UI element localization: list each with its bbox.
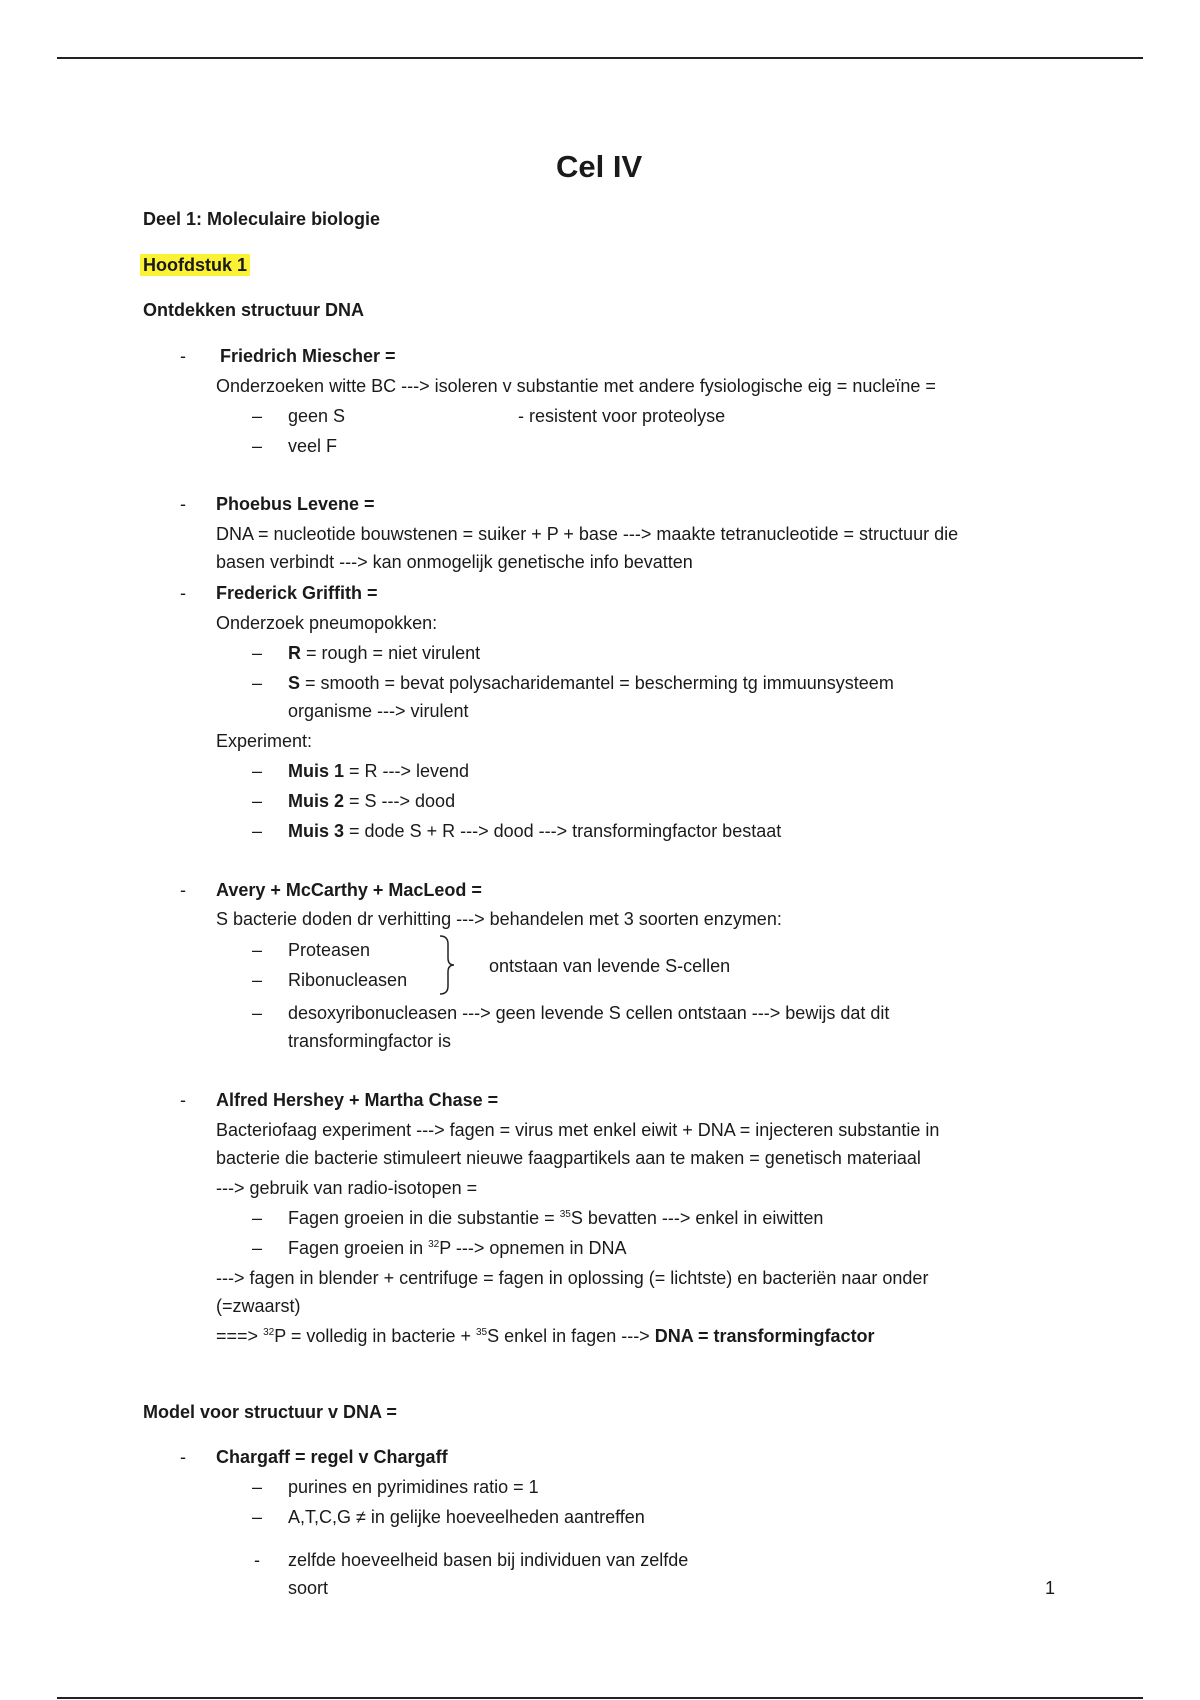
sup-32: 32 <box>263 1327 275 1338</box>
mouse-2-text: = S ---> dood <box>344 791 456 811</box>
griffith-s-text-2: organisme ---> virulent <box>288 701 469 721</box>
chargaff-item-3: zelfde hoeveelheid basen bij individuen van zelfde <box>288 1550 689 1570</box>
mouse-1-text: = R ---> levend <box>344 761 470 781</box>
levene-line-1: DNA = nucleotide bouwstenen = suiker + P + base ---> maakte tetranucleotide = structuur die <box>216 524 959 544</box>
griffith-heading: Frederick Griffith = <box>216 583 378 603</box>
mouse-3-text: = dode S + R ---> dood ---> transformingfactor bestaat <box>344 821 782 841</box>
conclusion-bold: DNA = transformingfactor <box>654 1326 875 1346</box>
section-heading-discovery: Ontdekken structuur DNA <box>143 300 365 320</box>
miescher-heading: Friedrich Miescher = <box>220 346 396 366</box>
hershey-item-1-post: S bevatten ---> enkel in eiwitten <box>570 1208 824 1228</box>
bullet-dash: - <box>180 494 186 514</box>
avery-item-ribonucleasen: Ribonucleasen <box>288 970 408 990</box>
sup-35: 35 <box>559 1209 571 1220</box>
hershey-heading: Alfred Hershey + Martha Chase = <box>216 1090 499 1110</box>
bullet-dash: - <box>180 583 186 603</box>
brace-icon <box>438 934 458 996</box>
chargaff-heading: Chargaff = regel v Chargaff <box>216 1447 448 1467</box>
chargaff-item-1: purines en pyrimidines ratio = 1 <box>288 1477 539 1497</box>
list-marker: – <box>252 940 263 960</box>
griffith-s-label: S <box>288 673 301 693</box>
mouse-2-label: Muis 2 <box>288 791 345 811</box>
bullet-dash: - <box>180 346 186 366</box>
miescher-item-2: veel F <box>288 436 338 456</box>
chargaff-item-2: A,T,C,G ≠ in gelijke hoeveelheden aantreffen <box>288 1507 645 1527</box>
conclusion-post: S enkel in fagen ---> <box>487 1326 655 1346</box>
bullet-dash: - <box>180 1090 186 1110</box>
miescher-item-1: geen S <box>288 406 346 426</box>
list-marker: – <box>252 970 263 990</box>
list-marker: – <box>252 791 263 811</box>
avery-item-desoxy: desoxyribonucleasen ---> geen levende S cellen ontstaan ---> bewijs dat dit <box>288 1003 890 1023</box>
avery-heading: Avery + McCarthy + MacLeod = <box>216 880 482 900</box>
levene-heading: Phoebus Levene = <box>216 494 375 514</box>
conclusion-mid: P = volledig in bacterie + <box>274 1326 476 1346</box>
avery-line: S bacterie doden dr verhitting ---> behandelen met 3 soorten enzymen: <box>216 909 782 929</box>
griffith-r-text: = rough = niet virulent <box>301 643 481 663</box>
list-marker: – <box>252 761 263 781</box>
hershey-item-2 <box>288 1238 627 1260</box>
page-number: 1 <box>1045 1578 1056 1598</box>
chapter-heading <box>140 255 250 277</box>
list-marker: – <box>252 673 263 693</box>
griffith-r-label: R <box>288 643 301 663</box>
footer-rule <box>57 1697 1143 1699</box>
hershey-line-3: ---> gebruik van radio-isotopen = <box>216 1178 478 1198</box>
hershey-item-1 <box>288 1208 823 1230</box>
sup-32: 32 <box>428 1239 440 1250</box>
list-marker: – <box>252 1238 263 1258</box>
hershey-line-2: bacterie die bacterie stimuleert nieuwe faagpartikels aan te maken = genetisch materiaal <box>216 1148 921 1168</box>
mouse-1-label: Muis 1 <box>288 761 345 781</box>
list-marker: – <box>252 436 263 456</box>
list-marker: – <box>252 1208 263 1228</box>
griffith-s-text: = smooth = bevat polysacharidemantel = bescherming tg immuunsysteem <box>300 673 894 693</box>
griffith-r <box>288 643 480 665</box>
sup-35: 35 <box>475 1327 488 1338</box>
griffith-mouse-3 <box>288 821 781 843</box>
hershey-item-2-post: P ---> opnemen in DNA <box>439 1238 627 1258</box>
list-marker: – <box>252 1003 263 1023</box>
griffith-experiment-label: Experiment: <box>216 731 313 751</box>
section-heading-model: Model voor structuur v DNA = <box>143 1402 397 1422</box>
bullet-dash: - <box>254 1550 260 1570</box>
griffith-mouse-2 <box>288 791 455 813</box>
hershey-conclusion <box>216 1326 875 1348</box>
list-marker: – <box>252 1507 263 1527</box>
list-marker: – <box>252 643 263 663</box>
chargaff-item-3-b: soort <box>288 1578 329 1598</box>
part-heading: Deel 1: Moleculaire biologie <box>143 209 381 229</box>
page-title: Cel IV <box>556 149 643 184</box>
avery-item-proteasen: Proteasen <box>288 940 371 960</box>
bullet-dash: - <box>180 1447 186 1467</box>
header-rule <box>57 57 1143 59</box>
mouse-3-label: Muis 3 <box>288 821 345 841</box>
conclusion-pre: ===> <box>216 1326 264 1346</box>
hershey-line-5: (=zwaarst) <box>216 1296 301 1316</box>
list-marker: – <box>252 406 263 426</box>
avery-item-desoxy-2: transformingfactor is <box>288 1031 452 1051</box>
hershey-line-4: ---> fagen in blender + centrifuge = fagen in oplossing (= lichtste) en bacteriën naar onder <box>216 1268 929 1288</box>
hershey-line-1: Bacteriofaag experiment ---> fagen = virus met enkel eiwit + DNA = injecteren substantie in <box>216 1120 940 1140</box>
miescher-line: Onderzoeken witte BC ---> isoleren v substantie met andere fysiologische eig = nucleïne = <box>216 376 936 396</box>
griffith-intro: Onderzoek pneumopokken: <box>216 613 438 633</box>
chapter-highlight: Hoofdstuk 1 <box>140 254 250 276</box>
griffith-mouse-1 <box>288 761 469 783</box>
griffith-s <box>288 673 894 695</box>
list-marker: – <box>252 821 263 841</box>
hershey-item-2-pre: Fagen groeien in <box>288 1238 429 1258</box>
hershey-item-1-pre: Fagen groeien in die substantie = <box>288 1208 560 1228</box>
bullet-dash: - <box>180 880 186 900</box>
avery-brace-note: ontstaan van levende S-cellen <box>489 956 731 976</box>
levene-line-2: basen verbindt ---> kan onmogelijk genetische info bevatten <box>216 552 693 572</box>
list-marker: – <box>252 1477 263 1497</box>
miescher-item-1b: - resistent voor proteolyse <box>518 406 726 426</box>
